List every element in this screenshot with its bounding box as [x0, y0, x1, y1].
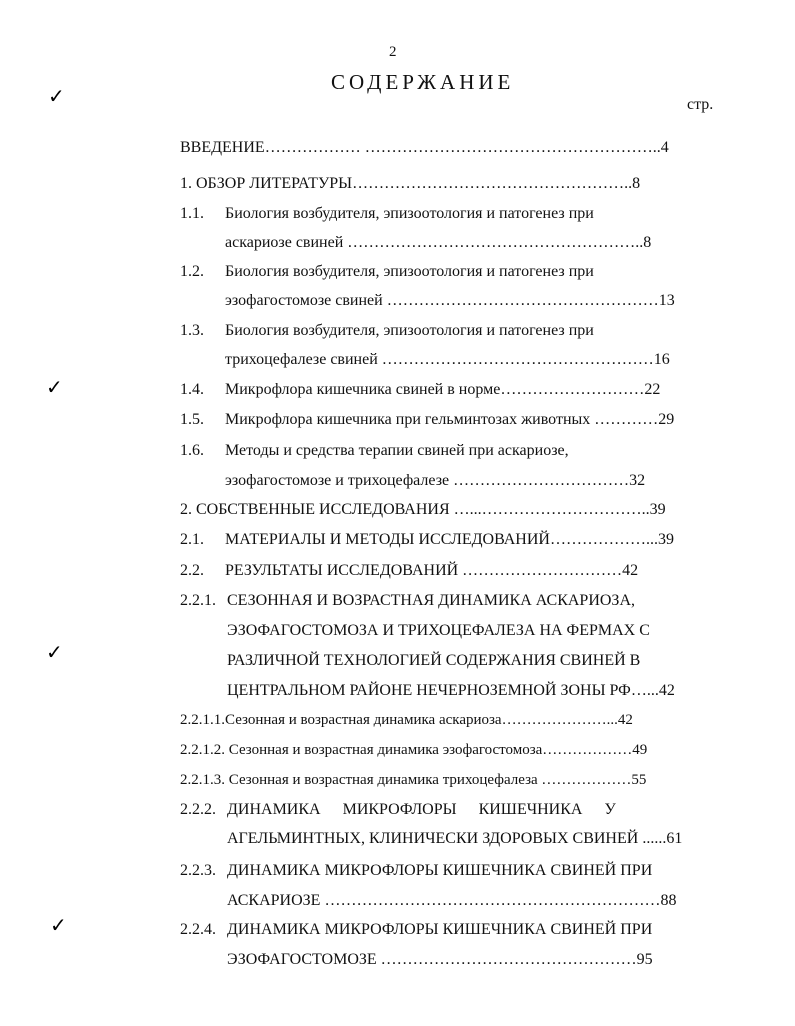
- page-title: СОДЕРЖАНИЕ: [331, 70, 515, 94]
- toc-entry-number: 2.2.: [180, 562, 204, 579]
- toc-entry-number: 2.2.1.: [180, 592, 216, 609]
- toc-entry-text: ЦЕНТРАЛЬНОМ РАЙОНЕ НЕЧЕРНОЗЕМНОЙ ЗОНЫ РФ…...42: [227, 682, 675, 699]
- toc-entry-number: 1.3.: [180, 322, 204, 339]
- toc-entry-text: Биология возбудителя, эпизоотология и патогенез при: [225, 205, 594, 222]
- margin-mark-icon: ✓: [48, 86, 65, 108]
- toc-entry-text: Микрофлора кишечника при гельминтозах животных …………29: [225, 411, 675, 428]
- toc-entry-text: АГЕЛЬМИНТНЫХ, КЛИНИЧЕСКИ ЗДОРОВЫХ СВИНЕЙ ......61: [227, 830, 683, 847]
- toc-entry-text: РЕЗУЛЬТАТЫ ИССЛЕДОВАНИЙ …………………………42: [225, 562, 639, 579]
- toc-entry-number: 1.1.: [180, 205, 204, 222]
- toc-entry-text: трихоцефалезе свиней ……………………………………………16: [225, 351, 670, 368]
- toc-entry-number: 2.2.4.: [180, 921, 216, 938]
- toc-entry-number: 1.6.: [180, 442, 204, 459]
- toc-entry-text: МАТЕРИАЛЫ И МЕТОДЫ ИССЛЕДОВАНИЙ………………...39: [225, 531, 674, 548]
- toc-entry-text: Методы и средства терапии свиней при аскариозе,: [225, 442, 569, 459]
- toc-entry-text: РАЗЛИЧНОЙ ТЕХНОЛОГИЕЙ СОДЕРЖАНИЯ СВИНЕЙ В: [227, 652, 641, 669]
- margin-mark-icon: ✓: [50, 915, 67, 937]
- toc-entry-text: ДИНАМИКА МИКРОФЛОРЫ КИШЕЧНИКА СВИНЕЙ ПРИ: [227, 862, 653, 879]
- toc-entry-text: аскариозе свиней ………………………………………………..8: [225, 234, 652, 251]
- toc-entry: 1. ОБЗОР ЛИТЕРАТУРЫ……………………………………………..8: [180, 175, 641, 192]
- toc-entry-number: 2.1.: [180, 531, 204, 548]
- toc-entry-text: Биология возбудителя, эпизоотология и патогенез при: [225, 322, 594, 339]
- toc-entry-text: эзофагостомозе и трихоцефалезе ……………………………32: [225, 472, 646, 489]
- toc-entry: 2. СОБСТВЕННЫЕ ИССЛЕДОВАНИЯ …...…………………………..39: [180, 501, 666, 518]
- toc-entry-number: 2.2.3.: [180, 862, 216, 879]
- toc-entry: 2.2.1.3. Сезонная и возрастная динамика трихоцефалеза ………………55: [180, 772, 647, 788]
- toc-entry-number: 1.4.: [180, 381, 204, 398]
- toc-entry-text: ЭЗОФАГОСТОМОЗЕ …………………………………………95: [227, 951, 653, 968]
- toc-entry: ВВЕДЕНИЕ……………… ………………………………………………..4: [180, 139, 669, 156]
- page-column-label: стр.: [687, 96, 714, 113]
- toc-entry-number: 1.2.: [180, 263, 204, 280]
- toc-entry-text: СЕЗОННАЯ И ВОЗРАСТНАЯ ДИНАМИКА АСКАРИОЗА,: [227, 592, 635, 609]
- toc-entry-text: эзофагостомозе свиней ……………………………………………13: [225, 292, 675, 309]
- toc-entry-text: Биология возбудителя, эпизоотология и патогенез при: [225, 263, 594, 280]
- toc-entry-number: 1.5.: [180, 411, 204, 428]
- toc-entry-text: ЭЗОФАГОСТОМОЗА И ТРИХОЦЕФАЛЕЗА НА ФЕРМАХ С: [227, 622, 650, 639]
- toc-entry-text: Микрофлора кишечника свиней в норме………………………22: [225, 381, 661, 398]
- margin-mark-icon: ✓: [46, 642, 63, 664]
- toc-entry-text: АСКАРИОЗЕ ………………………………………………………88: [227, 892, 677, 909]
- toc-entry-number: 2.2.2.: [180, 801, 216, 818]
- page-number: 2: [389, 44, 397, 60]
- toc-entry: 2.2.1.1.Сезонная и возрастная динамика аскариоза…………………...42: [180, 712, 633, 728]
- margin-mark-icon: ✓: [46, 377, 63, 399]
- toc-entry-text: ДИНАМИКА МИКРОФЛОРЫ КИШЕЧНИКА У: [227, 801, 616, 818]
- toc-entry: 2.2.1.2. Сезонная и возрастная динамика эзофагостомоза………………49: [180, 742, 648, 758]
- toc-entry-text: ДИНАМИКА МИКРОФЛОРЫ КИШЕЧНИКА СВИНЕЙ ПРИ: [227, 921, 653, 938]
